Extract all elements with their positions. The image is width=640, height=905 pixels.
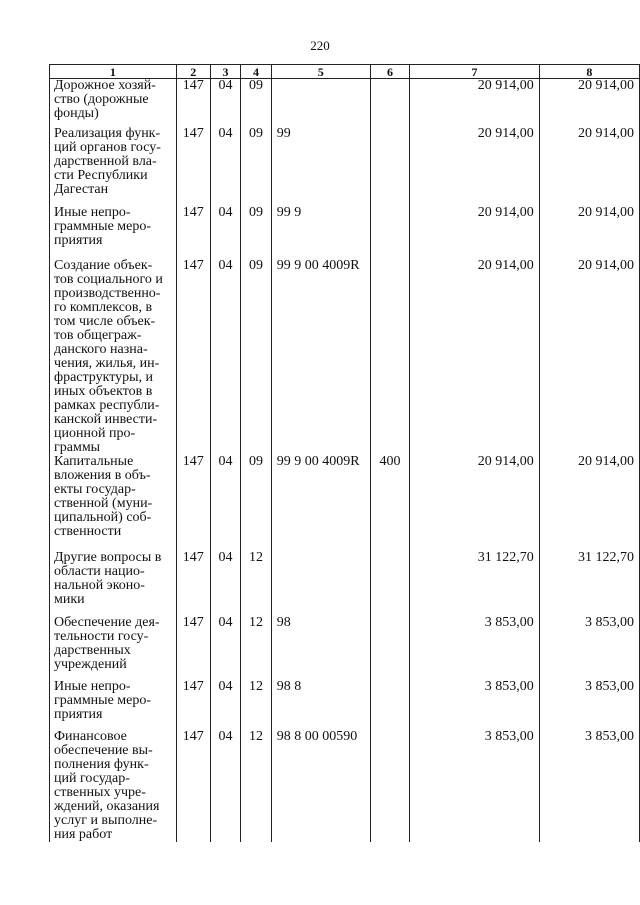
ministry-code: 147 bbox=[176, 259, 210, 455]
subsection-code: 09 bbox=[241, 206, 272, 259]
amount-first-year: 3 853,00 bbox=[410, 616, 540, 680]
target-article-code bbox=[271, 79, 370, 128]
expense-type-code bbox=[370, 551, 409, 616]
table-row bbox=[50, 259, 640, 455]
amount-second-year: 3 853,00 bbox=[539, 680, 639, 730]
amount-first-year: 31 122,70 bbox=[410, 551, 540, 616]
ministry-code: 147 bbox=[176, 730, 210, 842]
amount-second-year: 20 914,00 bbox=[539, 455, 639, 551]
amount-second-year: 31 122,70 bbox=[539, 551, 639, 616]
budget-table bbox=[49, 64, 640, 842]
subsection-code: 09 bbox=[241, 259, 272, 455]
ministry-code: 147 bbox=[176, 680, 210, 730]
ministry-code: 147 bbox=[176, 455, 210, 551]
table-row bbox=[50, 455, 640, 551]
target-article-code: 98 8 bbox=[271, 680, 370, 730]
column-header: 3 bbox=[210, 65, 241, 79]
amount-second-year: 20 914,00 bbox=[539, 79, 639, 128]
column-header: 1 bbox=[50, 65, 177, 79]
ministry-code: 147 bbox=[176, 551, 210, 616]
row-name: Создание объек- тов социального и производственно- го комплексов, в том числе объек- тов общеграж- данского назна- чения, жилья, ин- фраструктуры, и иных объектов в рамках республи- канской инвести- ционной про- граммы bbox=[50, 259, 177, 455]
section-code: 04 bbox=[210, 259, 241, 455]
ministry-code: 147 bbox=[176, 127, 210, 206]
table-row bbox=[50, 127, 640, 206]
expense-type-code bbox=[370, 730, 409, 842]
ministry-code: 147 bbox=[176, 206, 210, 259]
ministry-code: 147 bbox=[176, 616, 210, 680]
row-name: Реализация функ- ций органов госу- дарственной вла- сти Республики Дагестан bbox=[50, 127, 177, 206]
table-row bbox=[50, 680, 640, 730]
section-code: 04 bbox=[210, 455, 241, 551]
row-name: Капитальные вложения в объ- екты государ- ственной (муни- ципальной) соб- ственности bbox=[50, 455, 177, 551]
target-article-code bbox=[271, 551, 370, 616]
column-header: 7 bbox=[410, 65, 540, 79]
expense-type-code bbox=[370, 206, 409, 259]
section-code: 04 bbox=[210, 79, 241, 128]
column-number-row bbox=[50, 65, 640, 79]
section-code: 04 bbox=[210, 730, 241, 842]
target-article-code: 99 bbox=[271, 127, 370, 206]
amount-first-year: 3 853,00 bbox=[410, 680, 540, 730]
table-row bbox=[50, 730, 640, 842]
amount-second-year: 20 914,00 bbox=[539, 206, 639, 259]
row-name: Другие вопросы в области нацио- нальной эконо- мики bbox=[50, 551, 177, 616]
table-row bbox=[50, 616, 640, 680]
amount-second-year: 3 853,00 bbox=[539, 730, 639, 842]
column-header: 2 bbox=[176, 65, 210, 79]
amount-first-year: 20 914,00 bbox=[410, 259, 540, 455]
row-name: Обеспечение дея- тельности госу- дарственных учреждений bbox=[50, 616, 177, 680]
column-header: 8 bbox=[539, 65, 639, 79]
table-row bbox=[50, 79, 640, 128]
amount-first-year: 3 853,00 bbox=[410, 730, 540, 842]
amount-first-year: 20 914,00 bbox=[410, 455, 540, 551]
column-header: 6 bbox=[370, 65, 409, 79]
row-name: Дорожное хозяй- ство (дорожные фонды) bbox=[50, 79, 177, 128]
row-name: Финансовое обеспечение вы- полнения функ- ций государ- ственных учре- ждений, оказания услуг и выполне- ния работ bbox=[50, 730, 177, 842]
target-article-code: 98 8 00 00590 bbox=[271, 730, 370, 842]
expense-type-code bbox=[370, 259, 409, 455]
expense-type-code bbox=[370, 616, 409, 680]
section-code: 04 bbox=[210, 206, 241, 259]
amount-second-year: 3 853,00 bbox=[539, 616, 639, 680]
table-body bbox=[50, 79, 640, 843]
table-row bbox=[50, 551, 640, 616]
target-article-code: 98 bbox=[271, 616, 370, 680]
amount-first-year: 20 914,00 bbox=[410, 79, 540, 128]
section-code: 04 bbox=[210, 680, 241, 730]
section-code: 04 bbox=[210, 127, 241, 206]
subsection-code: 12 bbox=[241, 730, 272, 842]
table-row bbox=[50, 206, 640, 259]
target-article-code: 99 9 bbox=[271, 206, 370, 259]
target-article-code: 99 9 00 4009R bbox=[271, 455, 370, 551]
subsection-code: 12 bbox=[241, 680, 272, 730]
subsection-code: 09 bbox=[241, 455, 272, 551]
amount-second-year: 20 914,00 bbox=[539, 259, 639, 455]
subsection-code: 09 bbox=[241, 127, 272, 206]
expense-type-code bbox=[370, 680, 409, 730]
page-number: 220 bbox=[310, 38, 330, 53]
expense-type-code bbox=[370, 127, 409, 206]
amount-second-year: 20 914,00 bbox=[539, 127, 639, 206]
section-code: 04 bbox=[210, 551, 241, 616]
row-name: Иные непро- граммные меро- приятия bbox=[50, 206, 177, 259]
subsection-code: 09 bbox=[241, 79, 272, 128]
target-article-code: 99 9 00 4009R bbox=[271, 259, 370, 455]
expense-type-code: 400 bbox=[370, 455, 409, 551]
column-header: 5 bbox=[271, 65, 370, 79]
row-name: Иные непро- граммные меро- приятия bbox=[50, 680, 177, 730]
ministry-code: 147 bbox=[176, 79, 210, 128]
amount-first-year: 20 914,00 bbox=[410, 206, 540, 259]
subsection-code: 12 bbox=[241, 551, 272, 616]
expense-type-code bbox=[370, 79, 409, 128]
amount-first-year: 20 914,00 bbox=[410, 127, 540, 206]
column-header: 4 bbox=[241, 65, 272, 79]
section-code: 04 bbox=[210, 616, 241, 680]
subsection-code: 12 bbox=[241, 616, 272, 680]
